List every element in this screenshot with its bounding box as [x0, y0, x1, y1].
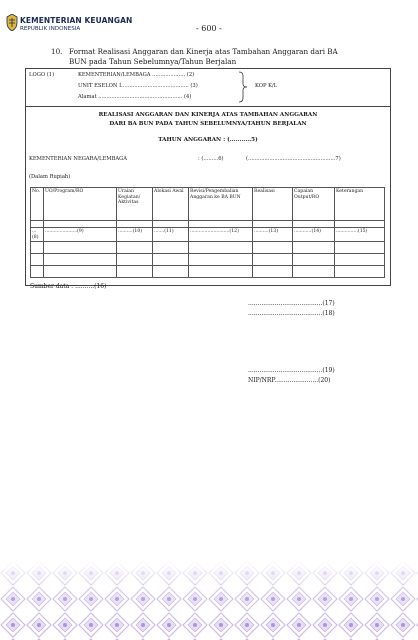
- table-cell: .......(11): [153, 228, 189, 242]
- table-header-row: [31, 188, 385, 221]
- report-form: [25, 68, 391, 286]
- report-title-line1: REALISASI ANGGARAN DAN KINERJA ATAS TAMBAHAN ANGGARAN: [98, 112, 318, 118]
- column-header: Capaian Output/RO: [293, 188, 335, 221]
- brand-name: KEMENTERIAN KEUANGAN: [20, 16, 133, 25]
- table-cell: ...(8): [31, 228, 44, 242]
- table-row: [31, 254, 385, 266]
- negara-code: : (.........6): [198, 156, 224, 162]
- kop-label: KOP K/L: [255, 83, 278, 89]
- table-row: [31, 242, 385, 254]
- section-number: 10.: [51, 47, 63, 56]
- kl-line: KEMENTERIAN/LEMBAGA .................... (2): [78, 72, 195, 78]
- section-title-line1: Format Realisasi Anggaran dan Kinerja atas Tambahan Anggaran dari BA: [69, 47, 338, 56]
- brand-subtitle: REPUBLIK INDONESIA: [20, 26, 81, 32]
- column-header: Realisasi: [253, 188, 293, 221]
- report-title-line2: DARI BA BUN PADA TAHUN SEBELUMNYA/TAHUN BERJALAN: [109, 121, 307, 127]
- logo-label: LOGO (1): [29, 72, 55, 78]
- signature-nip: NIP/NRP.......................(20): [248, 377, 331, 384]
- ministry-logo-icon: [6, 14, 18, 31]
- column-header: Revisi/Pengembalian Anggaran ke BA BUN: [189, 188, 253, 221]
- divider: [26, 106, 390, 107]
- table-cell: ............(14): [293, 228, 335, 242]
- alamat-line: Alamat ................................................... (4): [78, 94, 192, 100]
- brace-icon: [239, 71, 247, 103]
- report-title-year: TAHUN ANGGARAN : (...........5): [158, 137, 258, 143]
- table-row: [31, 221, 385, 228]
- column-header: No.: [31, 188, 44, 221]
- column-header: Keterangan: [335, 188, 385, 221]
- page-header: [0, 0, 418, 44]
- table-cell: ...............(15): [335, 228, 385, 242]
- table-row: [31, 266, 385, 278]
- column-header: Uraian Kegiatan/ Aktivitas: [117, 188, 153, 221]
- eselon-line: UNIT ESELON I......................................... (3): [78, 83, 198, 89]
- signature-line-19: .......................................(19): [248, 367, 335, 374]
- page-number: - 600 -: [196, 24, 222, 33]
- unit-label: (Dalam Rupiah): [29, 174, 71, 180]
- signature-line-18: .......................................(18): [248, 310, 335, 317]
- realisasi-table: [30, 187, 385, 278]
- column-header: Alokasi Awal: [153, 188, 189, 221]
- section-title-line2: BUN pada Tahun Sebelumnya/Tahun Berjalan: [69, 57, 237, 66]
- source-note: Sumber data : ..........(16): [30, 283, 107, 290]
- table-row: [31, 228, 385, 242]
- table-cell: ...........................(12): [189, 228, 253, 242]
- negara-label: KEMENTERIAN NEGARA/LEMBAGA: [29, 156, 128, 162]
- table-cell: ..........(13): [253, 228, 293, 242]
- decorative-batik-footer: [0, 560, 418, 640]
- table-cell: ..........(10): [117, 228, 153, 242]
- table-cell: ......................(9): [44, 228, 117, 242]
- negara-name: (.....................................................7): [246, 156, 341, 162]
- signature-line-17: .......................................(17): [248, 300, 335, 307]
- column-header: UO/Program/RO: [44, 188, 117, 221]
